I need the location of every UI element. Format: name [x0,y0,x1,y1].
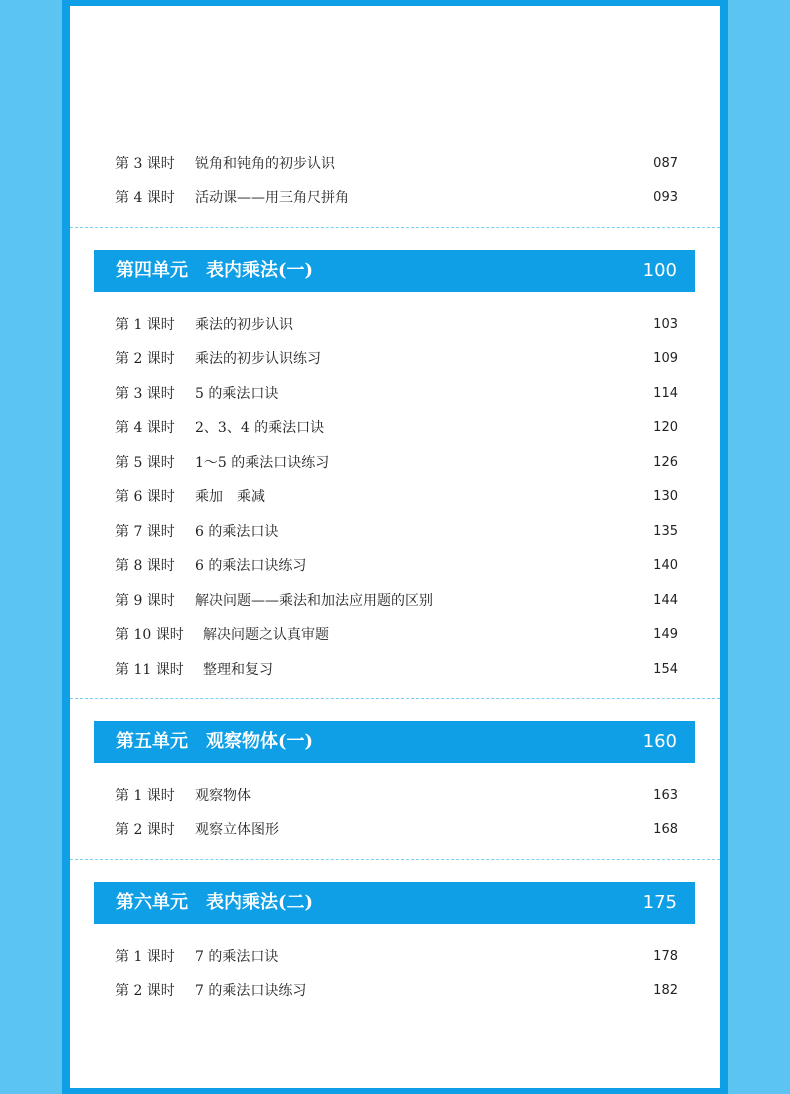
lesson-title: 7 的乘法口诀 [195,949,279,965]
page-number: 126 [653,455,678,470]
lesson-title: 2、3、4 的乘法口诀 [195,420,325,436]
lesson-number: 第 2 课时 [115,351,175,367]
toc-row[interactable] [115,382,678,406]
toc-page [70,6,720,1088]
toc-row[interactable] [115,347,678,371]
unit-header[interactable] [94,721,695,763]
lesson-title: 解决问题——乘法和加法应用题的区别 [195,593,433,609]
lesson-number: 第 1 课时 [115,949,175,965]
lesson-number: 第 9 课时 [115,593,175,609]
toc-row[interactable] [115,451,678,475]
page-number: 154 [653,662,678,677]
toc-row[interactable] [115,818,678,842]
page-number: 182 [653,983,678,998]
toc-row[interactable] [115,313,678,337]
page-number: 163 [653,788,678,803]
toc-row[interactable] [115,658,678,682]
page-number: 114 [653,386,678,401]
page-number: 130 [653,489,678,504]
lesson-title: 乘加 乘减 [195,489,265,505]
page-number: 149 [653,627,678,642]
page-number: 168 [653,822,678,837]
lesson-title: 1～5 的乘法口诀练习 [195,455,330,471]
lesson-number: 第 6 课时 [115,489,175,505]
page-number: 120 [653,420,678,435]
lesson-number: 第 7 课时 [115,524,175,540]
unit-title: 第四单元 表内乘法(一) [116,260,314,281]
lesson-number: 第 11 课时 [115,662,184,678]
lesson-number: 第 3 课时 [115,156,175,172]
toc-row[interactable] [115,186,678,210]
lesson-title: 锐角和钝角的初步认识 [195,156,335,172]
toc-row[interactable] [115,945,678,969]
lesson-title: 观察立体图形 [195,822,279,838]
lesson-number: 第 2 课时 [115,822,175,838]
page-number: 103 [653,317,678,332]
unit-page-number: 100 [642,260,677,281]
toc-row[interactable] [115,152,678,176]
page-number: 087 [653,156,678,171]
lesson-title: 乘法的初步认识 [195,317,293,333]
lesson-title: 解决问题之认真审题 [203,627,329,643]
page-number: 140 [653,558,678,573]
lesson-number: 第 1 课时 [115,788,175,804]
section-divider [70,227,720,228]
page-number: 178 [653,949,678,964]
lesson-title: 5 的乘法口诀 [195,386,279,402]
page-frame [62,0,728,1094]
lesson-title: 整理和复习 [203,662,273,678]
unit-page-number: 175 [642,892,677,913]
lesson-number: 第 3 课时 [115,386,175,402]
page-number: 144 [653,593,678,608]
toc-row[interactable] [115,554,678,578]
lesson-number: 第 4 课时 [115,190,175,206]
lesson-title: 观察物体 [195,788,251,804]
unit-title: 第六单元 表内乘法(二) [116,892,314,913]
lesson-title: 乘法的初步认识练习 [195,351,321,367]
toc-row[interactable] [115,979,678,1003]
page-number: 135 [653,524,678,539]
lesson-number: 第 1 课时 [115,317,175,333]
lesson-number: 第 2 课时 [115,983,175,999]
toc-row[interactable] [115,416,678,440]
lesson-number: 第 4 课时 [115,420,175,436]
section-divider [70,859,720,860]
lesson-title: 7 的乘法口诀练习 [195,983,307,999]
lesson-number: 第 8 课时 [115,558,175,574]
toc-row[interactable] [115,520,678,544]
lesson-number: 第 5 课时 [115,455,175,471]
toc-row[interactable] [115,589,678,613]
unit-header[interactable] [94,882,695,924]
lesson-number: 第 10 课时 [115,627,184,643]
toc-row[interactable] [115,623,678,647]
section-divider [70,698,720,699]
lesson-title: 活动课——用三角尺拼角 [195,190,349,206]
page-number: 093 [653,190,678,205]
lesson-title: 6 的乘法口诀 [195,524,279,540]
lesson-title: 6 的乘法口诀练习 [195,558,307,574]
unit-page-number: 160 [642,731,677,752]
toc-row[interactable] [115,784,678,808]
page-number: 109 [653,351,678,366]
toc-row[interactable] [115,485,678,509]
unit-header[interactable] [94,250,695,292]
unit-title: 第五单元 观察物体(一) [116,731,314,752]
